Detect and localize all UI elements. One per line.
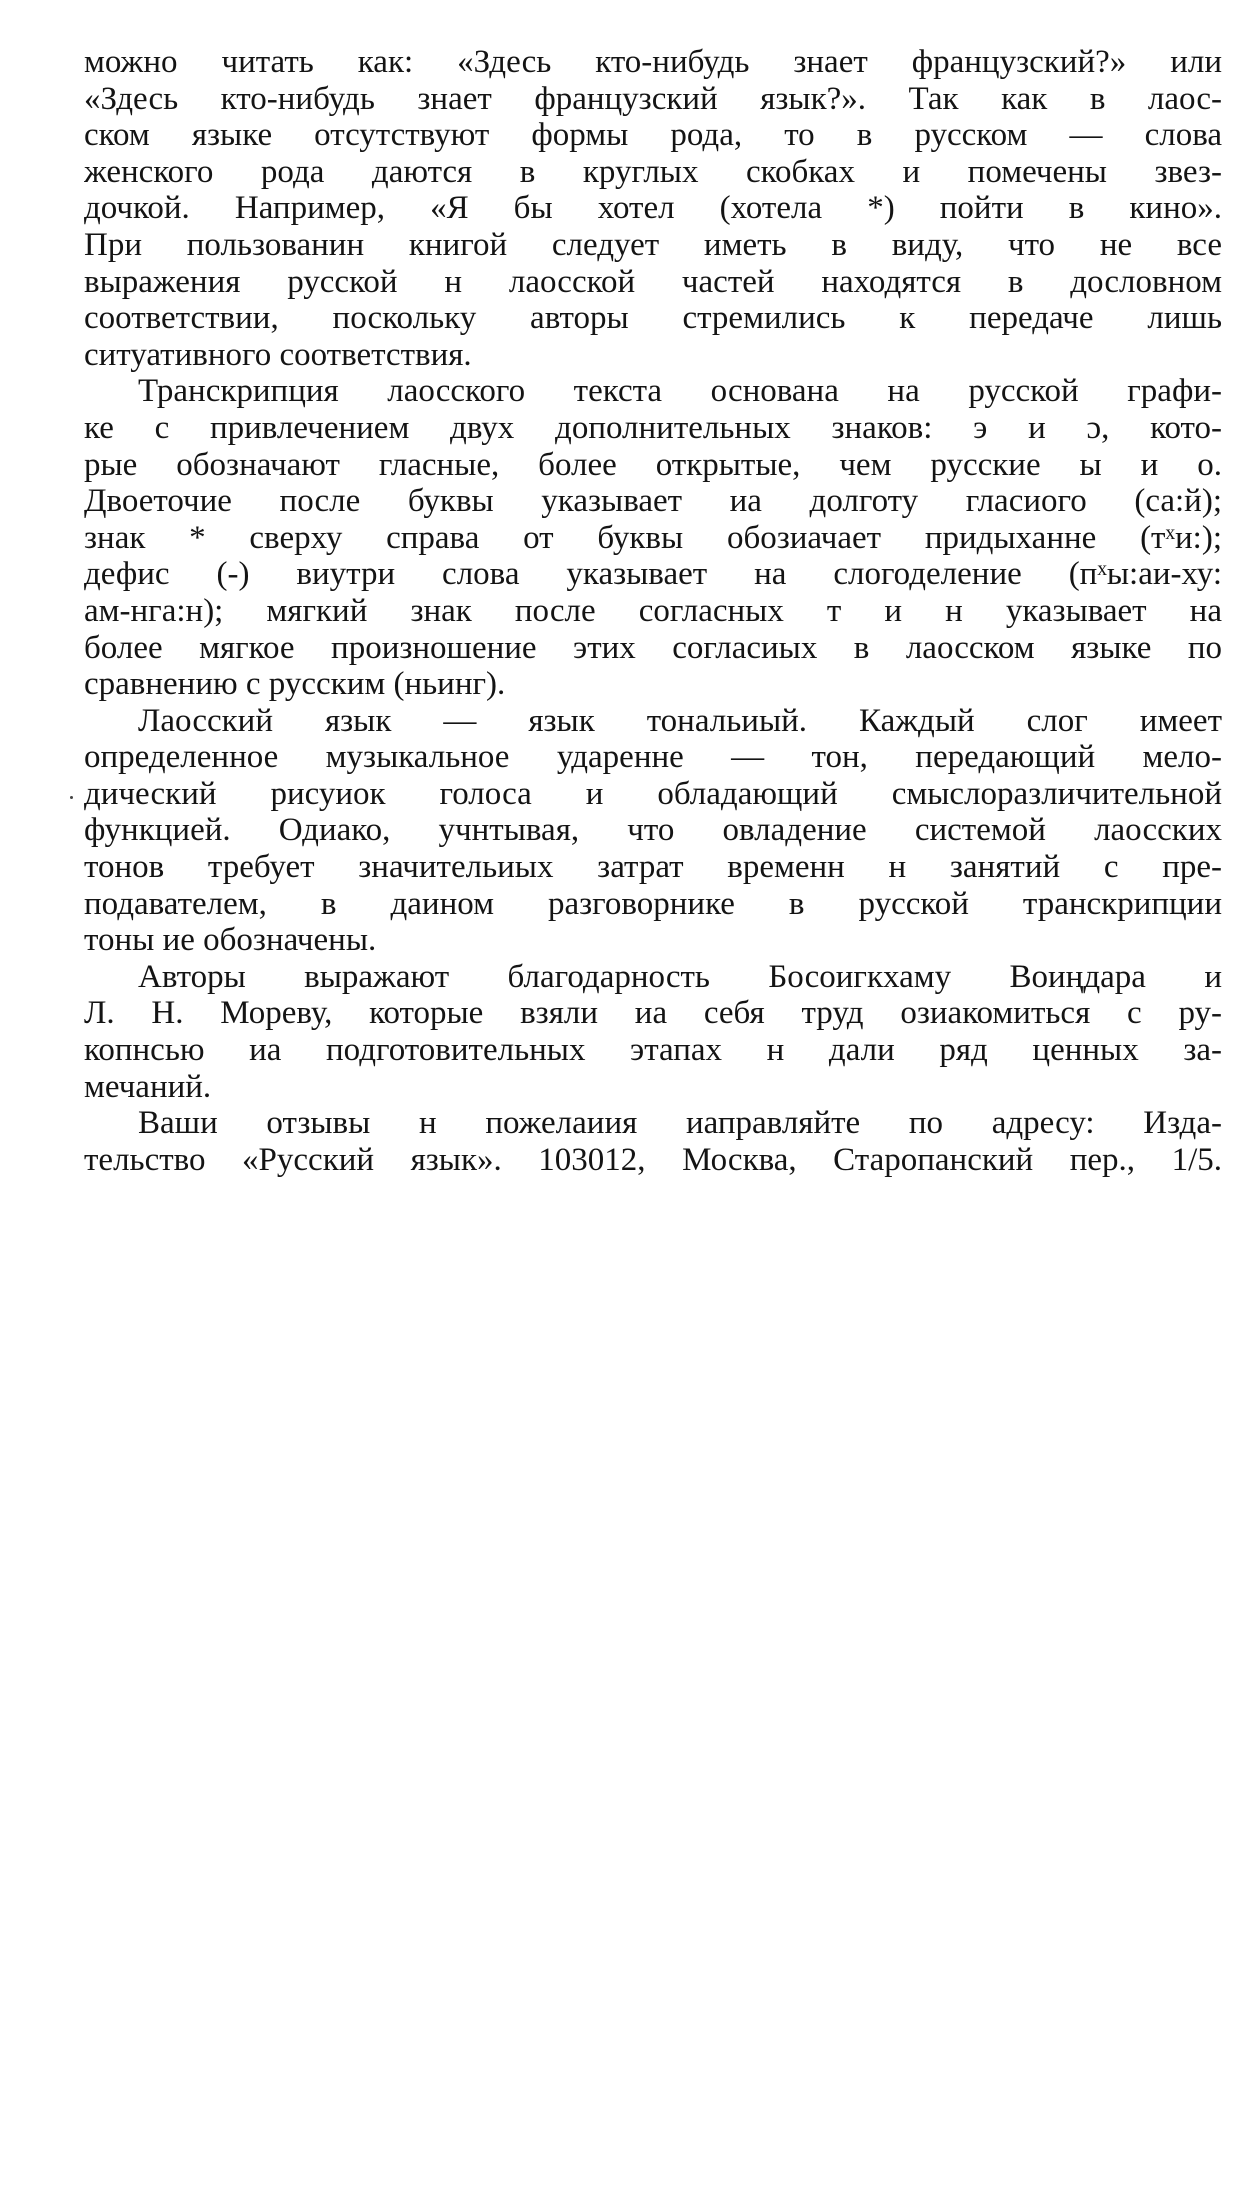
text-line: Двоеточие после буквы указывает иа долготу гласиого (са:й);	[84, 483, 1222, 520]
print-speck	[70, 796, 73, 799]
text-line: можно читать как: «Здесь кто-нибудь знает французский?» или	[84, 44, 1222, 80]
text-line: ском языке отсутствуют формы рода, то в русском — слова	[84, 117, 1222, 154]
text-line: Ваши отзывы н пожелаиия иаправляйте по адресу: Изда-	[138, 1105, 1222, 1142]
text-line: Л. Н. Мореву, которые взяли иа себя труд озиакомиться с ру-	[84, 995, 1222, 1032]
paragraph-intro-continuation	[84, 44, 1222, 373]
text-line: дефис (-) виутри слова указывает на слогоделение (пˣы:аи-ху:	[84, 556, 1222, 593]
text-line: Лаосский язык — язык тональиый. Каждый слог имеет	[138, 702, 1222, 739]
text-line: знак * сверху справа от буквы обозиачает придыханне (тˣи:);	[84, 519, 1222, 556]
text-line: более мягкое произношение этих согласиых в лаосском языке по	[84, 629, 1222, 666]
text-line: женского рода даются в круглых скобках и помечены звез-	[84, 153, 1222, 190]
text-line: сравнению с русским (ньинг).	[84, 666, 506, 703]
text-line: Авторы выражают благодарность Босоигкхаму Воиңдара и	[138, 958, 1222, 995]
paragraph-acknowledgements	[84, 959, 1222, 1105]
text-line: тонов требует значительиых затрат временн н занятий с пре-	[84, 849, 1222, 886]
text-line: подавателем, в даином разговорнике в русской транскрипции	[84, 885, 1222, 922]
text-line: определенное музыкальное ударенне — тон, передающий мело-	[84, 739, 1222, 776]
paragraph-transcription	[84, 373, 1222, 702]
paragraph-address	[84, 1105, 1222, 1178]
paragraph-tones	[84, 703, 1222, 959]
text-line: При пользованин книгой следует иметь в виду, что не все	[84, 226, 1222, 263]
text-line: ам-нга:н); мягкий знак после согласных т и н указывает на	[84, 592, 1222, 629]
text-line: тоны ие обозначены.	[84, 922, 377, 959]
text-line: ке с привлечением двух дополнительных знаков: э и ɔ, кото-	[84, 409, 1222, 446]
text-line: «Здесь кто-нибудь знает французский язык?». Так как в лаос-	[84, 80, 1222, 117]
text-line: тельство «Русский язык». 103012, Москва, Старопанский пер., 1/5.	[84, 1141, 1222, 1178]
text-line: выражения русской н лаосской частей находятся в дословном	[84, 263, 1222, 300]
page-text	[84, 44, 1222, 1178]
text-line: функцией. Одиако, учнтывая, что овладение системой лаосских	[84, 812, 1222, 849]
text-line: соответствии, поскольку авторы стремились к передаче лишь	[84, 300, 1222, 337]
text-line: копнсью иа подготовительных этапах н дали ряд ценных за-	[84, 1032, 1222, 1069]
text-line: ситуативного соответствия.	[84, 336, 472, 373]
text-line: Транскрипция лаосского текста основана на русской графи-	[138, 373, 1222, 410]
text-line: дочкой. Например, «Я бы хотел (хотела *) пойти в кино».	[84, 190, 1222, 227]
text-line: рые обозначают гласные, более открытые, чем русские ы и о.	[84, 446, 1222, 483]
text-line: дический рисуиок голоса и обладающий смыслоразличительной	[84, 775, 1222, 812]
text-line: мечаний.	[84, 1068, 212, 1105]
